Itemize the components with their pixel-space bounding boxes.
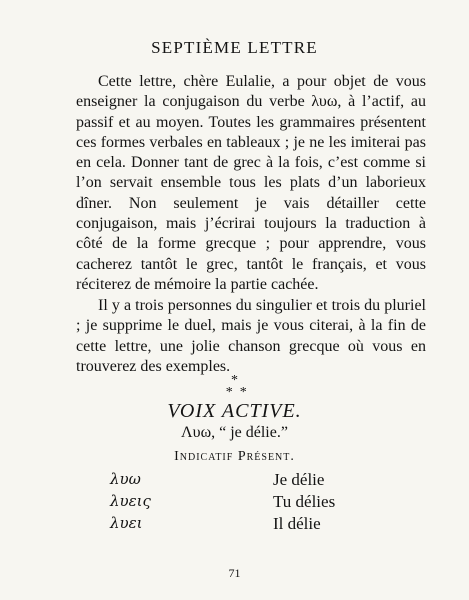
greek-form: λυει — [110, 514, 143, 532]
asterism-ornament: * * * — [225, 373, 247, 400]
page-number: 71 — [228, 566, 241, 580]
french-translation: Je délie — [273, 470, 325, 489]
letter-title: SEPTIÈME LETTRE — [151, 38, 318, 57]
french-translation: Il délie — [273, 514, 321, 533]
paragraph-2-text: Il y a trois personnes du singulier et trois du pluriel ; je supprime le duel, mais je vous citerai, à la fin de cette lettre, une jolie chanson grecque où vous en trouverez des exemples. — [76, 297, 426, 375]
greek-form: λυω — [110, 470, 141, 488]
french-translation: Tu délies — [273, 492, 336, 511]
paragraph-1-text: Cette lettre, chère Eulalie, a pour objet de vous enseigner la conjugaison du verbe λυω, à l’actif, au passif et au moyen. Toutes les grammaires présentent ces formes verbales en tableaux ; je ne les imiterai pas en cela. Donner tant de grec à la fois, c’est comme si l’on servait ensemble tous les plats d’un laborieux dîner. Non seulement je vais détailler cette conjugaison, mais j’écrirai toujours la traduction à côté de la forme grecque ; pour apprendre, vous cacherez tantôt le grec, tantôt le français, et vous réciterez de mémoire la partie cachée. — [76, 73, 426, 293]
conjugation-row — [0, 492, 469, 514]
conjugation-row — [0, 514, 469, 536]
voice-heading: VOIX ACTIVE. — [167, 400, 302, 422]
paragraph-2 — [76, 296, 426, 377]
mood-heading: Indicatif Présent. — [174, 449, 295, 464]
paragraph-1 — [76, 72, 426, 295]
greek-form: λυεις — [110, 492, 151, 510]
verb-gloss: Λυω, “ je délie.” — [181, 424, 288, 441]
conjugation-row — [0, 470, 469, 492]
